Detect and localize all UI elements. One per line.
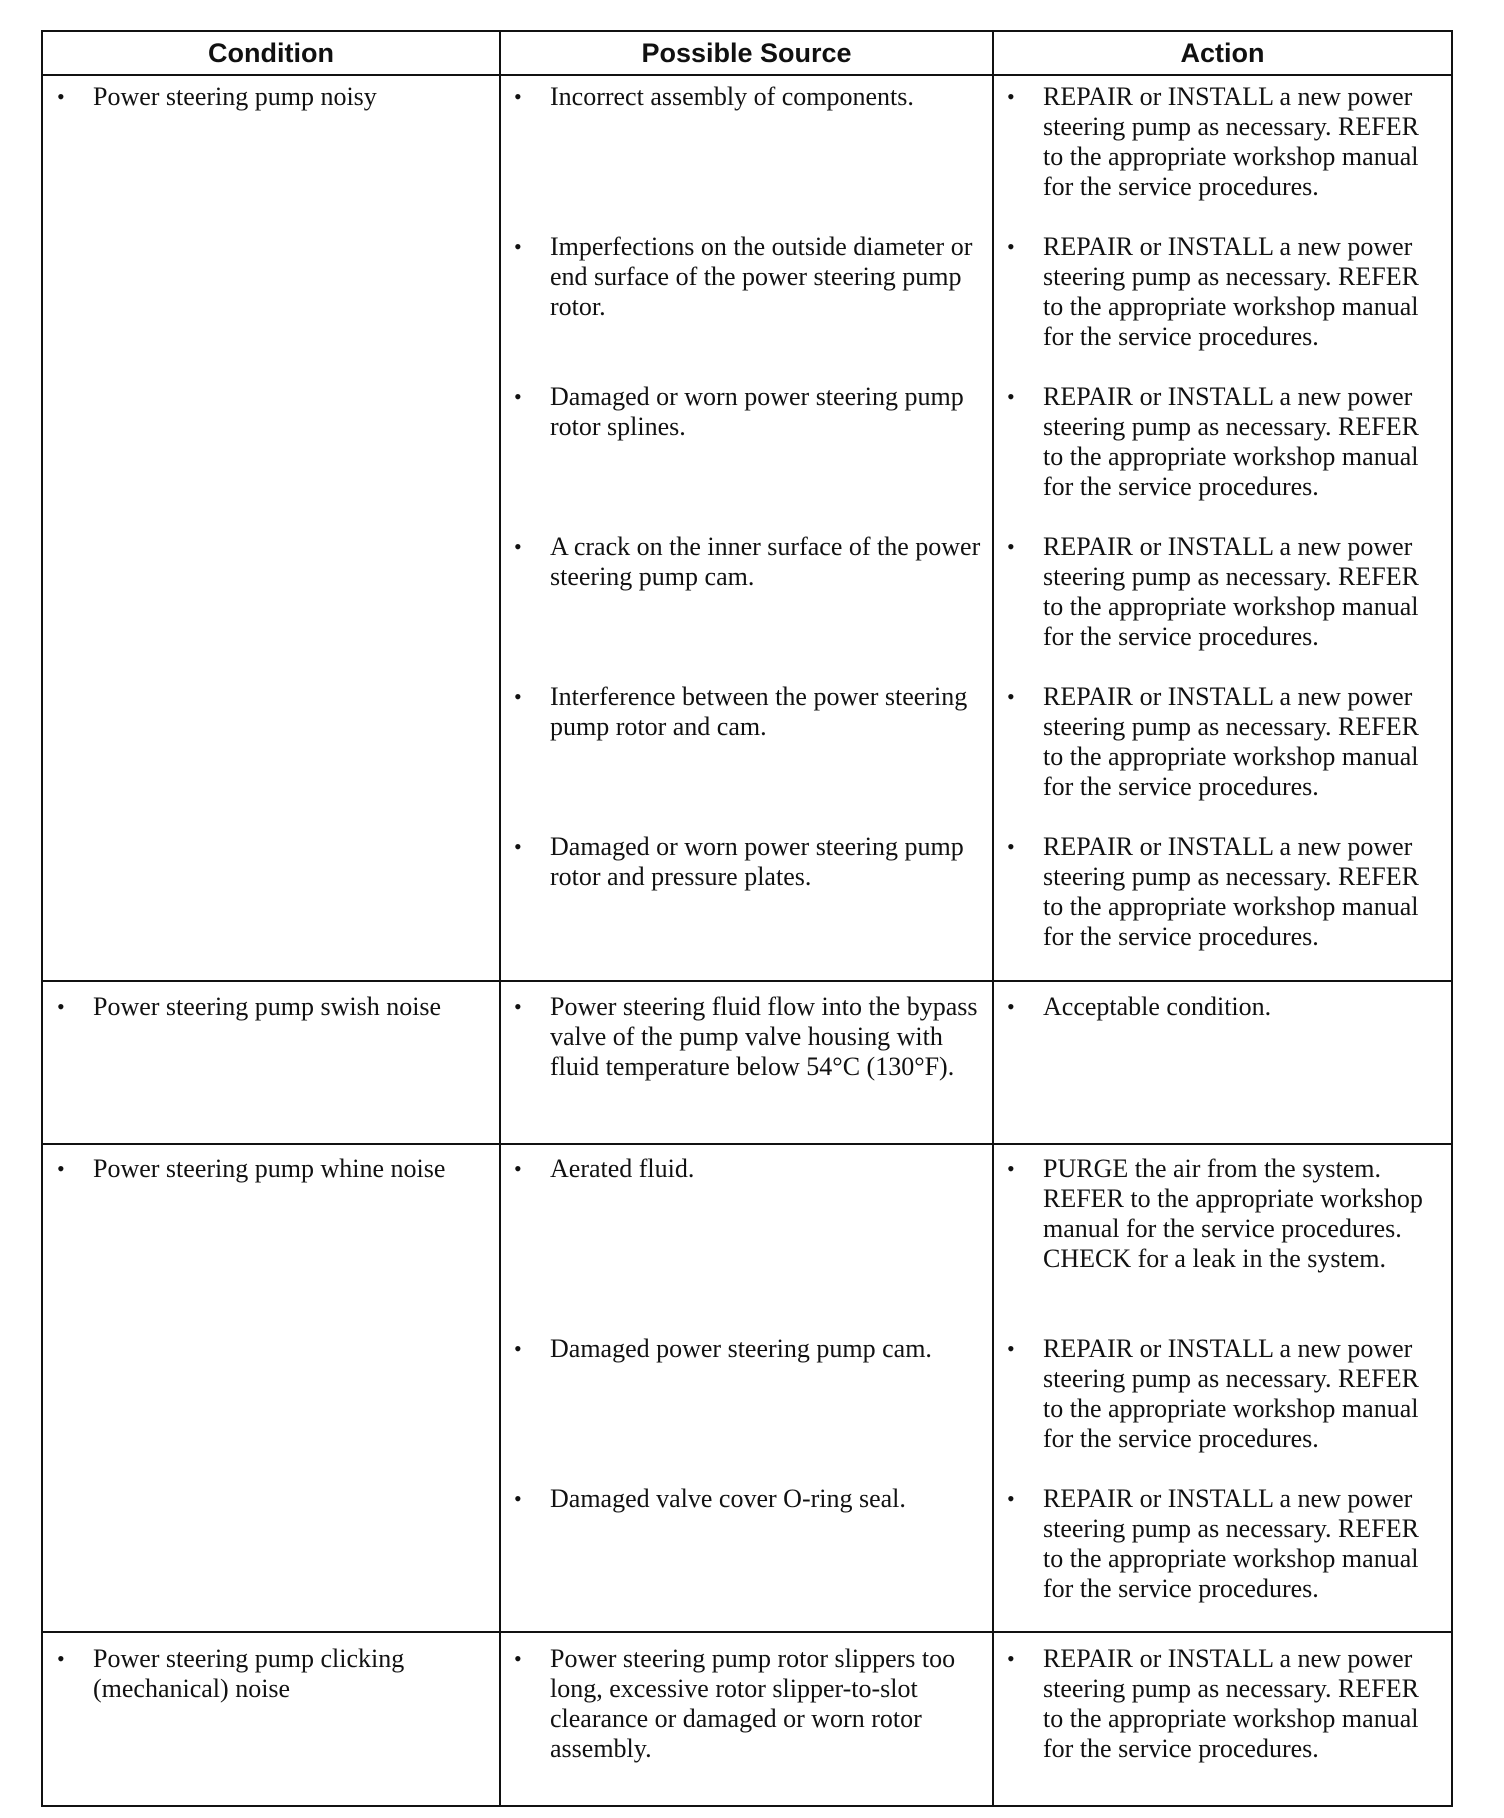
column-divider (499, 32, 501, 1805)
row-divider (43, 980, 1451, 982)
bullet-icon: • (514, 384, 522, 409)
source-text: Power steering fluid flow into the bypass valve of the pump valve housing with fluid temperature below 54°C (130°F). (550, 992, 978, 1081)
bullet-icon: • (1007, 534, 1015, 559)
bullet-icon: • (1007, 1646, 1015, 1671)
header-condition: Condition (208, 38, 334, 68)
action-text: REPAIR or INSTALL a new power steering pump as necessary. REFER to the appropriate workshop manual for the service procedures. (1043, 232, 1419, 351)
action-text: REPAIR or INSTALL a new power steering pump as necessary. REFER to the appropriate workshop manual for the service procedures. (1043, 682, 1419, 801)
source-text: Damaged or worn power steering pump rotor splines. (550, 382, 964, 441)
bullet-icon: • (57, 994, 65, 1019)
bullet-icon: • (514, 1336, 522, 1361)
action-text: REPAIR or INSTALL a new power steering pump as necessary. REFER to the appropriate workshop manual for the service procedures. (1043, 532, 1419, 651)
header-possible-source: Possible Source (641, 38, 852, 68)
bullet-icon: • (1007, 1156, 1015, 1181)
bullet-icon: • (514, 994, 522, 1019)
row-divider (43, 1631, 1451, 1633)
bullet-icon: • (514, 1486, 522, 1511)
source-text: Imperfections on the outside diameter or end surface of the power steering pump rotor. (550, 232, 973, 321)
bullet-icon: • (57, 84, 65, 109)
bullet-icon: • (1007, 1486, 1015, 1511)
source-text: A crack on the inner surface of the power steering pump cam. (550, 532, 981, 591)
bullet-icon: • (57, 1156, 65, 1181)
condition-text: Power steering pump clicking (mechanical) noise (93, 1644, 405, 1703)
source-text: Damaged power steering pump cam. (550, 1334, 932, 1363)
bullet-icon: • (514, 1646, 522, 1671)
table-header (43, 32, 1451, 76)
column-divider (992, 32, 994, 1805)
source-text: Aerated fluid. (550, 1154, 695, 1183)
bullet-icon: • (1007, 684, 1015, 709)
action-text: REPAIR or INSTALL a new power steering pump as necessary. REFER to the appropriate workshop manual for the service procedures. (1043, 1334, 1419, 1453)
bullet-icon: • (514, 684, 522, 709)
bullet-icon: • (514, 834, 522, 859)
bullet-icon: • (1007, 84, 1015, 109)
action-text: PURGE the air from the system. REFER to the appropriate workshop manual for the service procedures. CHECK for a leak in the system. (1043, 1154, 1423, 1273)
bullet-icon: • (514, 534, 522, 559)
bullet-icon: • (1007, 834, 1015, 859)
row-divider (43, 1143, 1451, 1145)
bullet-icon: • (57, 1646, 65, 1671)
bullet-icon: • (514, 234, 522, 259)
bullet-icon: • (514, 84, 522, 109)
action-text: REPAIR or INSTALL a new power steering pump as necessary. REFER to the appropriate workshop manual for the service procedures. (1043, 1644, 1419, 1763)
action-text: REPAIR or INSTALL a new power steering pump as necessary. REFER to the appropriate workshop manual for the service procedures. (1043, 832, 1419, 951)
source-text: Damaged or worn power steering pump rotor and pressure plates. (550, 832, 964, 891)
action-text: REPAIR or INSTALL a new power steering pump as necessary. REFER to the appropriate workshop manual for the service procedures. (1043, 1484, 1419, 1603)
source-text: Incorrect assembly of components. (550, 82, 914, 111)
header-action: Action (1180, 38, 1265, 68)
bullet-icon: • (1007, 234, 1015, 259)
action-text: REPAIR or INSTALL a new power steering pump as necessary. REFER to the appropriate workshop manual for the service procedures. (1043, 382, 1419, 501)
condition-text: Power steering pump whine noise (93, 1154, 446, 1183)
action-text: Acceptable condition. (1043, 992, 1272, 1021)
source-text: Damaged valve cover O-ring seal. (550, 1484, 906, 1513)
condition-text: Power steering pump swish noise (93, 992, 442, 1021)
source-text: Power steering pump rotor slippers too long, excessive rotor slipper-to-slot clearance or damaged or worn rotor assembly. (550, 1644, 956, 1763)
condition-text: Power steering pump noisy (93, 82, 377, 111)
diagnosis-table (41, 30, 1453, 1807)
action-text: REPAIR or INSTALL a new power steering pump as necessary. REFER to the appropriate workshop manual for the service procedures. (1043, 82, 1419, 201)
bullet-icon: • (1007, 994, 1015, 1019)
bullet-icon: • (1007, 384, 1015, 409)
bullet-icon: • (1007, 1336, 1015, 1361)
source-text: Interference between the power steering pump rotor and cam. (550, 682, 968, 741)
bullet-icon: • (514, 1156, 522, 1181)
